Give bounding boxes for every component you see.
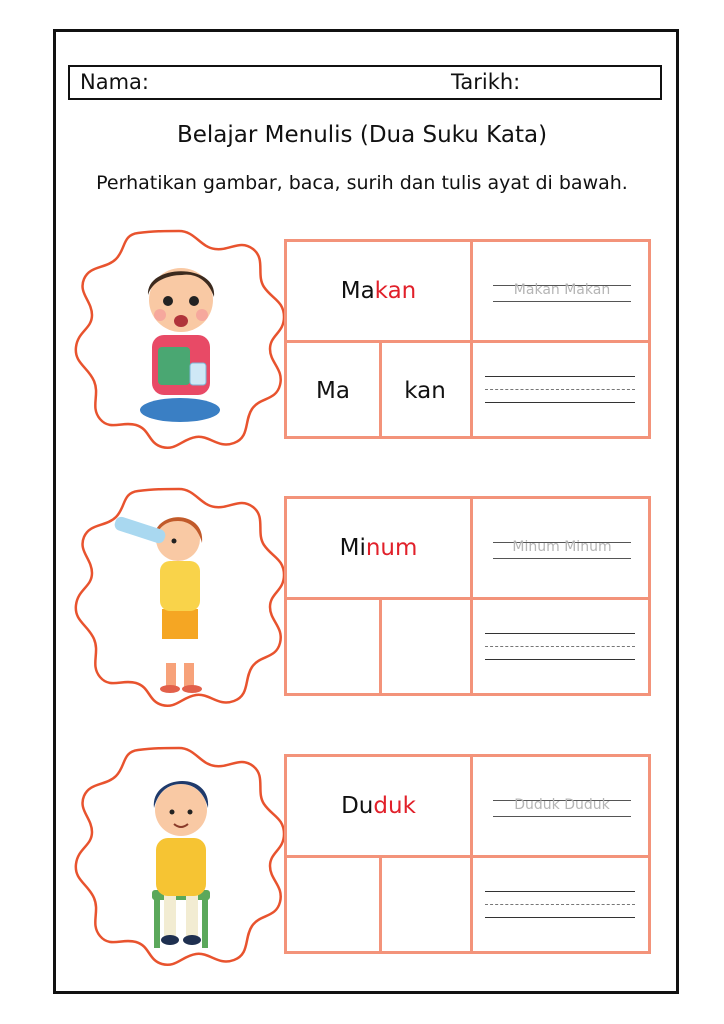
- trace-text-1[interactable]: Makan Makan: [493, 282, 631, 304]
- worksheet-instruction: Perhatikan gambar, baca, surih dan tulis ayat di bawah.: [96, 172, 628, 194]
- exercise-grid-2: [284, 496, 651, 696]
- writing-lines-3[interactable]: [485, 891, 635, 921]
- exercise-grid-1: [284, 239, 651, 439]
- word-2: Minum: [339, 535, 418, 561]
- trace-text-3[interactable]: Duduk Duduk: [493, 797, 631, 819]
- exercise-grid-3: [284, 754, 651, 954]
- syllable-1-a: Ma: [316, 378, 350, 404]
- worksheet-title: Belajar Menulis (Dua Suku Kata): [176, 122, 548, 148]
- word-3: Duduk: [341, 793, 416, 819]
- picture-frame-1: [70, 225, 288, 453]
- writing-lines-2[interactable]: [485, 633, 635, 663]
- picture-frame-2: [70, 483, 288, 711]
- trace-text-2[interactable]: Minum Minum: [493, 539, 631, 561]
- syllable-1-b: kan: [404, 378, 446, 404]
- picture-frame-3: [70, 742, 288, 970]
- word-1: Makan: [340, 278, 417, 304]
- writing-lines-1[interactable]: [485, 376, 635, 406]
- date-label: Tarikh:: [451, 70, 521, 94]
- header-box: [68, 65, 662, 100]
- name-label: Nama:: [80, 70, 149, 94]
